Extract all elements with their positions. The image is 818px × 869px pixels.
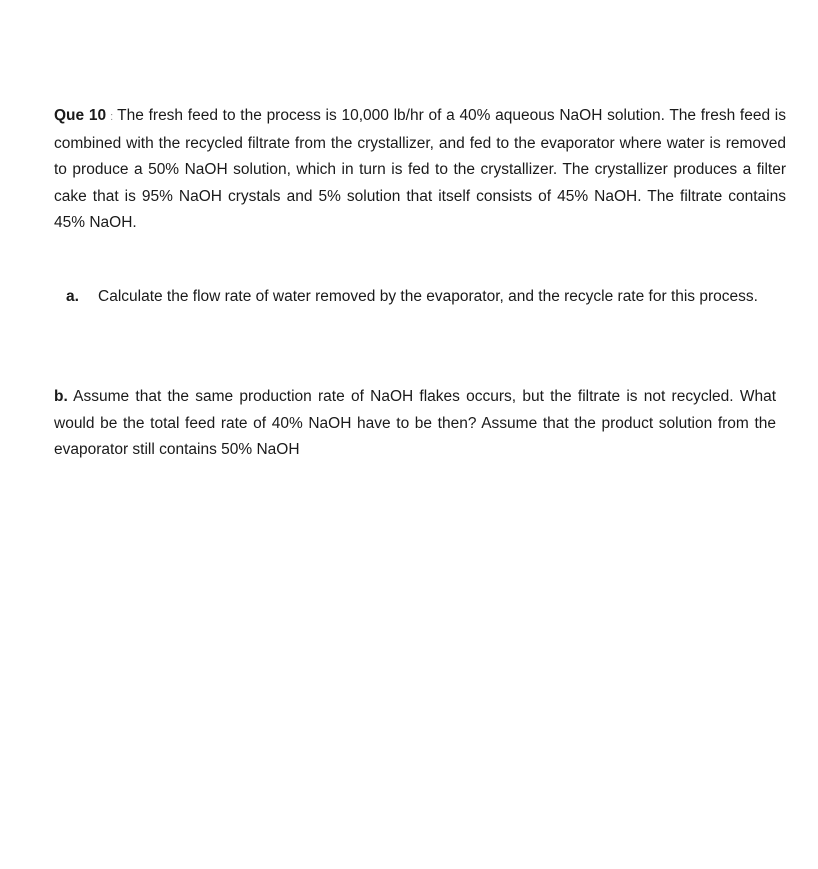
part-b-paragraph — [54, 384, 776, 464]
part-b-text: Assume that the same production rate of NaOH flakes occurs, but the filtrate is not recycled. What would be the total feed rate of 40% NaOH have to be then? Assume that the product solution from the evaporator still contains 50% NaOH — [54, 388, 776, 458]
question-label: Que 10 — [54, 107, 107, 124]
part-a-text: Calculate the flow rate of water removed by the evaporator, and the recycle rate for this process. — [98, 288, 758, 305]
question-paragraph — [54, 103, 786, 237]
question-text: The fresh feed to the process is 10,000 lb/hr of a 40% aqueous NaOH solution. The fresh feed is combined with the recycled filtrate from the crystallizer, and fed to the evaporator where water is removed to produce a 50% NaOH solution, which in turn is fed to the crystallizer. The crystallizer produces a filter cake that is 95% NaOH crystals and 5% solution that itself consists of 45% NaOH. The filtrate contains 45% NaOH. — [54, 107, 786, 231]
part-b-marker: b. — [54, 388, 68, 405]
part-a-marker: a. — [66, 288, 79, 305]
question-separator: : — [110, 111, 114, 123]
part-a-item — [66, 284, 786, 311]
